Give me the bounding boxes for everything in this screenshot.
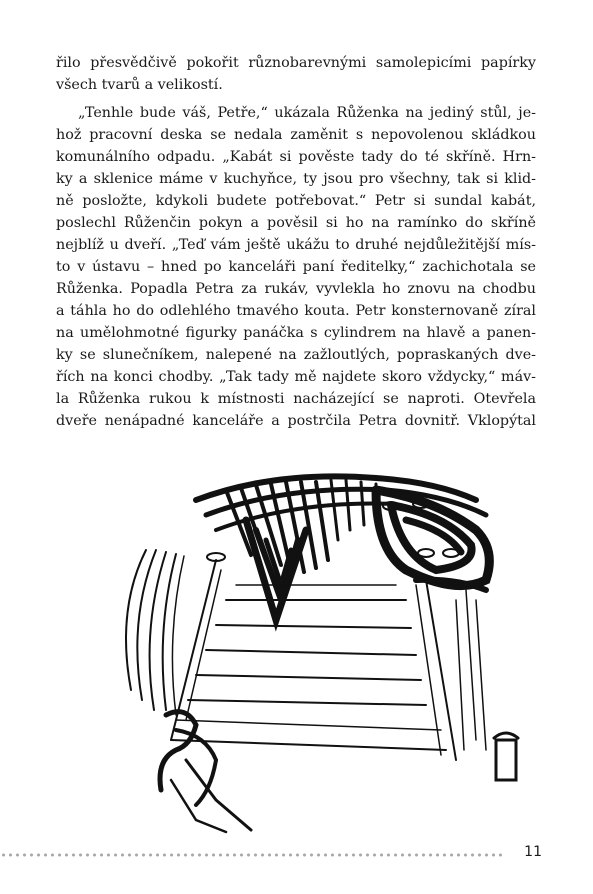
text-line: ně posložte, kdykoli budete potřebovat.“ Petr si sundal kabát, (56, 193, 536, 209)
text-line: a táhla ho do odlehlého tmavého kouta. Petr konsternovaně zíral (56, 303, 536, 319)
text-line: ky a sklenice máme v kuchyňce, ty jsou pro všechny, tak si klid- (56, 171, 536, 187)
text-line: komunálního odpadu. „Kabát si pověste tady do té skříně. Hrn- (56, 149, 536, 165)
text-line: hož pracovní deska se nedala zaměnit s nepovolenou skládkou (56, 127, 536, 143)
text-line: řích na konci chodby. „Tak tady mě najdete skoro vždycky,“ máv- (56, 369, 536, 385)
text-line: dveře nenápadné kanceláře a postrčila Petra dovnitř. Vklopýtal (56, 413, 536, 429)
text-line: to v ústavu – hned po kanceláři paní ředitelky,“ zachichotala se (56, 259, 536, 275)
text-line: la Růženka rukou k místnosti nacházející se naproti. Otevřela (56, 391, 536, 407)
ink-sketch-illustration (76, 460, 546, 836)
page-number: 11 (524, 844, 542, 860)
text-line: všech tvarů a velikostí. (56, 77, 223, 93)
text-line: řilo přesvědčivě pokořit různobarevnými samolepicími papírky (56, 55, 536, 71)
text-line: Růženka. Popadla Petra za rukáv, vyvlekla ho znovu na chodbu (56, 281, 536, 297)
text-line: nejblíž u dveří. „Teď vám ještě ukážu to druhé nejdůležitější mís- (56, 237, 536, 253)
text-line: „Tenhle bude váš, Petře,“ ukázala Růženka na jediný stůl, je- (78, 105, 536, 121)
footer-dotted-rule (0, 853, 502, 857)
text-line: na umělohmotné figurky panáčka s cylindrem na hlavě a panen- (56, 325, 536, 341)
text-line: ky se slunečníkem, nalepené na zažloutlých, popraskaných dve- (56, 347, 536, 363)
text-line: poslechl Růženčin pokyn a pověsil si ho na ramínko do skříně (56, 215, 536, 231)
